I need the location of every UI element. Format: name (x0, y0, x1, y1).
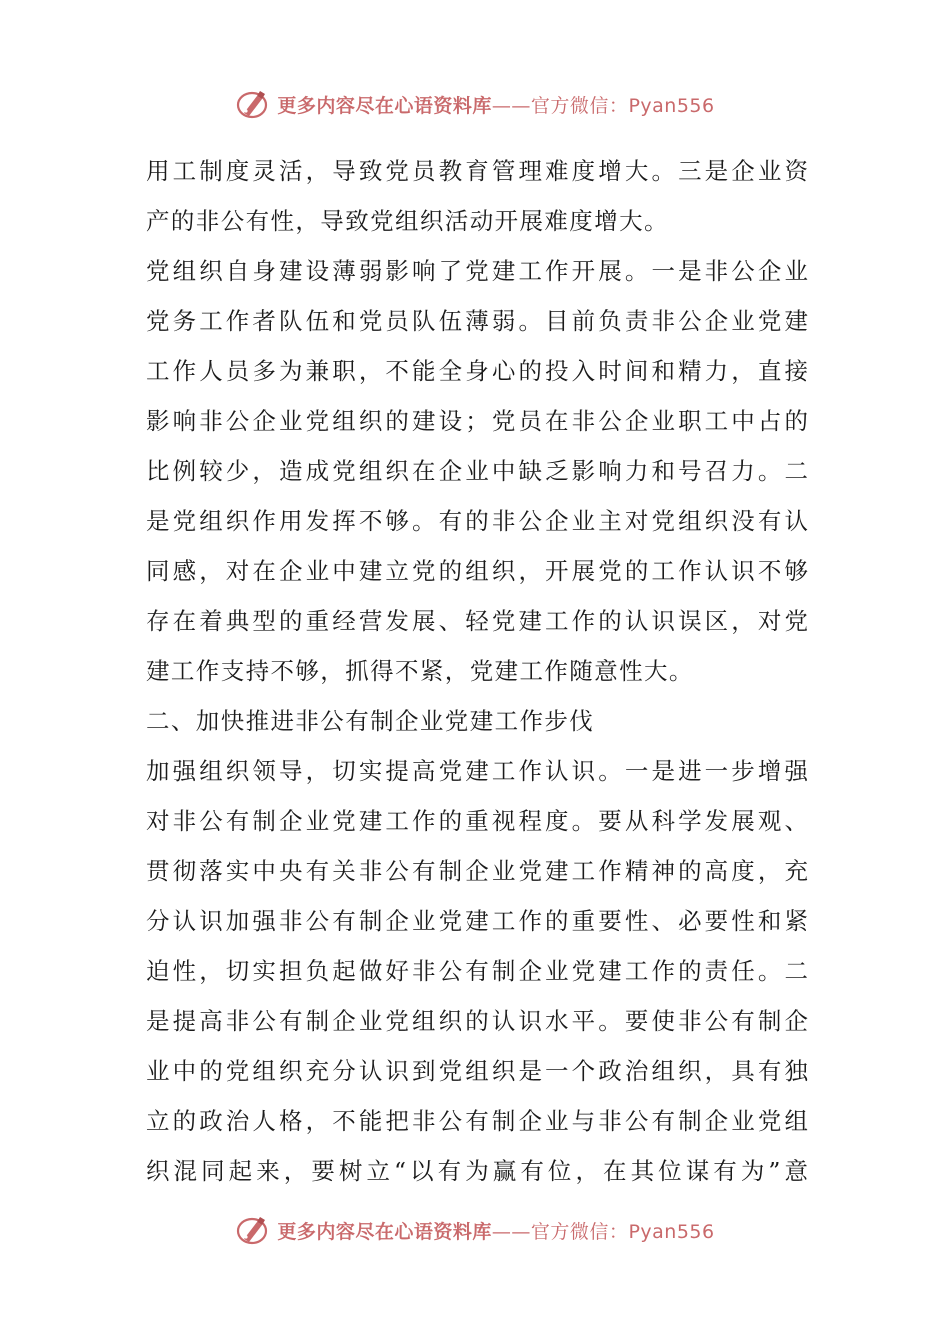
text-line: 加强组织领导，切实提高党建工作认识。一是进一步增强 (146, 757, 808, 785)
text-line: 贯彻落实中央有关非公有制企业党建工作精神的高度，充 (146, 857, 808, 885)
banner-text (277, 91, 714, 118)
banner-site-text: 更多内容尽在心语资料库 (277, 1220, 492, 1243)
text-line: 存在着典型的重经营发展、轻党建工作的认识误区，对党 (146, 607, 808, 635)
text-line: 迫性，切实担负起做好非公有制企业党建工作的责任。二 (146, 957, 808, 985)
text-line: 工作人员多为兼职，不能全身心的投入时间和精力，直接 (146, 357, 808, 385)
text-line: 织混同起来，要树立“以有为赢有位，在其位谋有为”意 (146, 1157, 808, 1185)
text-line: 用工制度灵活，导致党员教育管理难度增大。三是企业资 (146, 157, 808, 185)
pen-nib-logo-icon (235, 86, 271, 122)
banner-dash: —— (491, 94, 531, 117)
text-line: 建工作支持不够，抓得不紧，党建工作随意性大。 (146, 657, 694, 685)
text-line: 分认识加强非公有制企业党建工作的重要性、必要性和紧 (146, 907, 808, 935)
banner-wechat-label: 官方微信： (530, 1220, 629, 1243)
text-line: 党务工作者队伍和党员队伍薄弱。目前负责非公企业党建 (146, 307, 808, 335)
banner-text (277, 1217, 714, 1244)
text-line: 党组织自身建设薄弱影响了党建工作开展。一是非公企业 (146, 257, 808, 285)
banner-wechat-id: Pyan556 (628, 1220, 715, 1243)
header-banner (0, 84, 950, 124)
text-line: 是党组织作用发挥不够。有的非公企业主对党组织没有认 (146, 507, 808, 535)
text-line: 是提高非公有制企业党组织的认识水平。要使非公有制企 (146, 1007, 808, 1035)
text-line: 对非公有制企业党建工作的重视程度。要从科学发展观、 (146, 807, 808, 835)
banner-wechat-label: 官方微信： (530, 94, 629, 117)
banner-dash: —— (491, 1220, 531, 1243)
text-line: 同感，对在企业中建立党的组织，开展党的工作认识不够 (146, 557, 808, 585)
pen-nib-logo-icon (235, 1212, 271, 1248)
text-line: 业中的党组织充分认识到党组织是一个政治组织，具有独 (146, 1057, 808, 1085)
footer-banner (0, 1210, 950, 1250)
text-line: 影响非公企业党组织的建设；党员在非公企业职工中占的 (146, 407, 808, 435)
text-line: 产的非公有性，导致党组织活动开展难度增大。 (146, 207, 669, 235)
banner-wechat-id: Pyan556 (628, 94, 715, 117)
banner-site-text: 更多内容尽在心语资料库 (277, 94, 492, 117)
text-line: 二、加快推进非公有制企业党建工作步伐 (146, 707, 595, 735)
text-line: 立的政治人格，不能把非公有制企业与非公有制企业党组 (146, 1107, 808, 1135)
document-body (146, 146, 808, 1196)
text-line: 比例较少，造成党组织在企业中缺乏影响力和号召力。二 (146, 457, 808, 485)
